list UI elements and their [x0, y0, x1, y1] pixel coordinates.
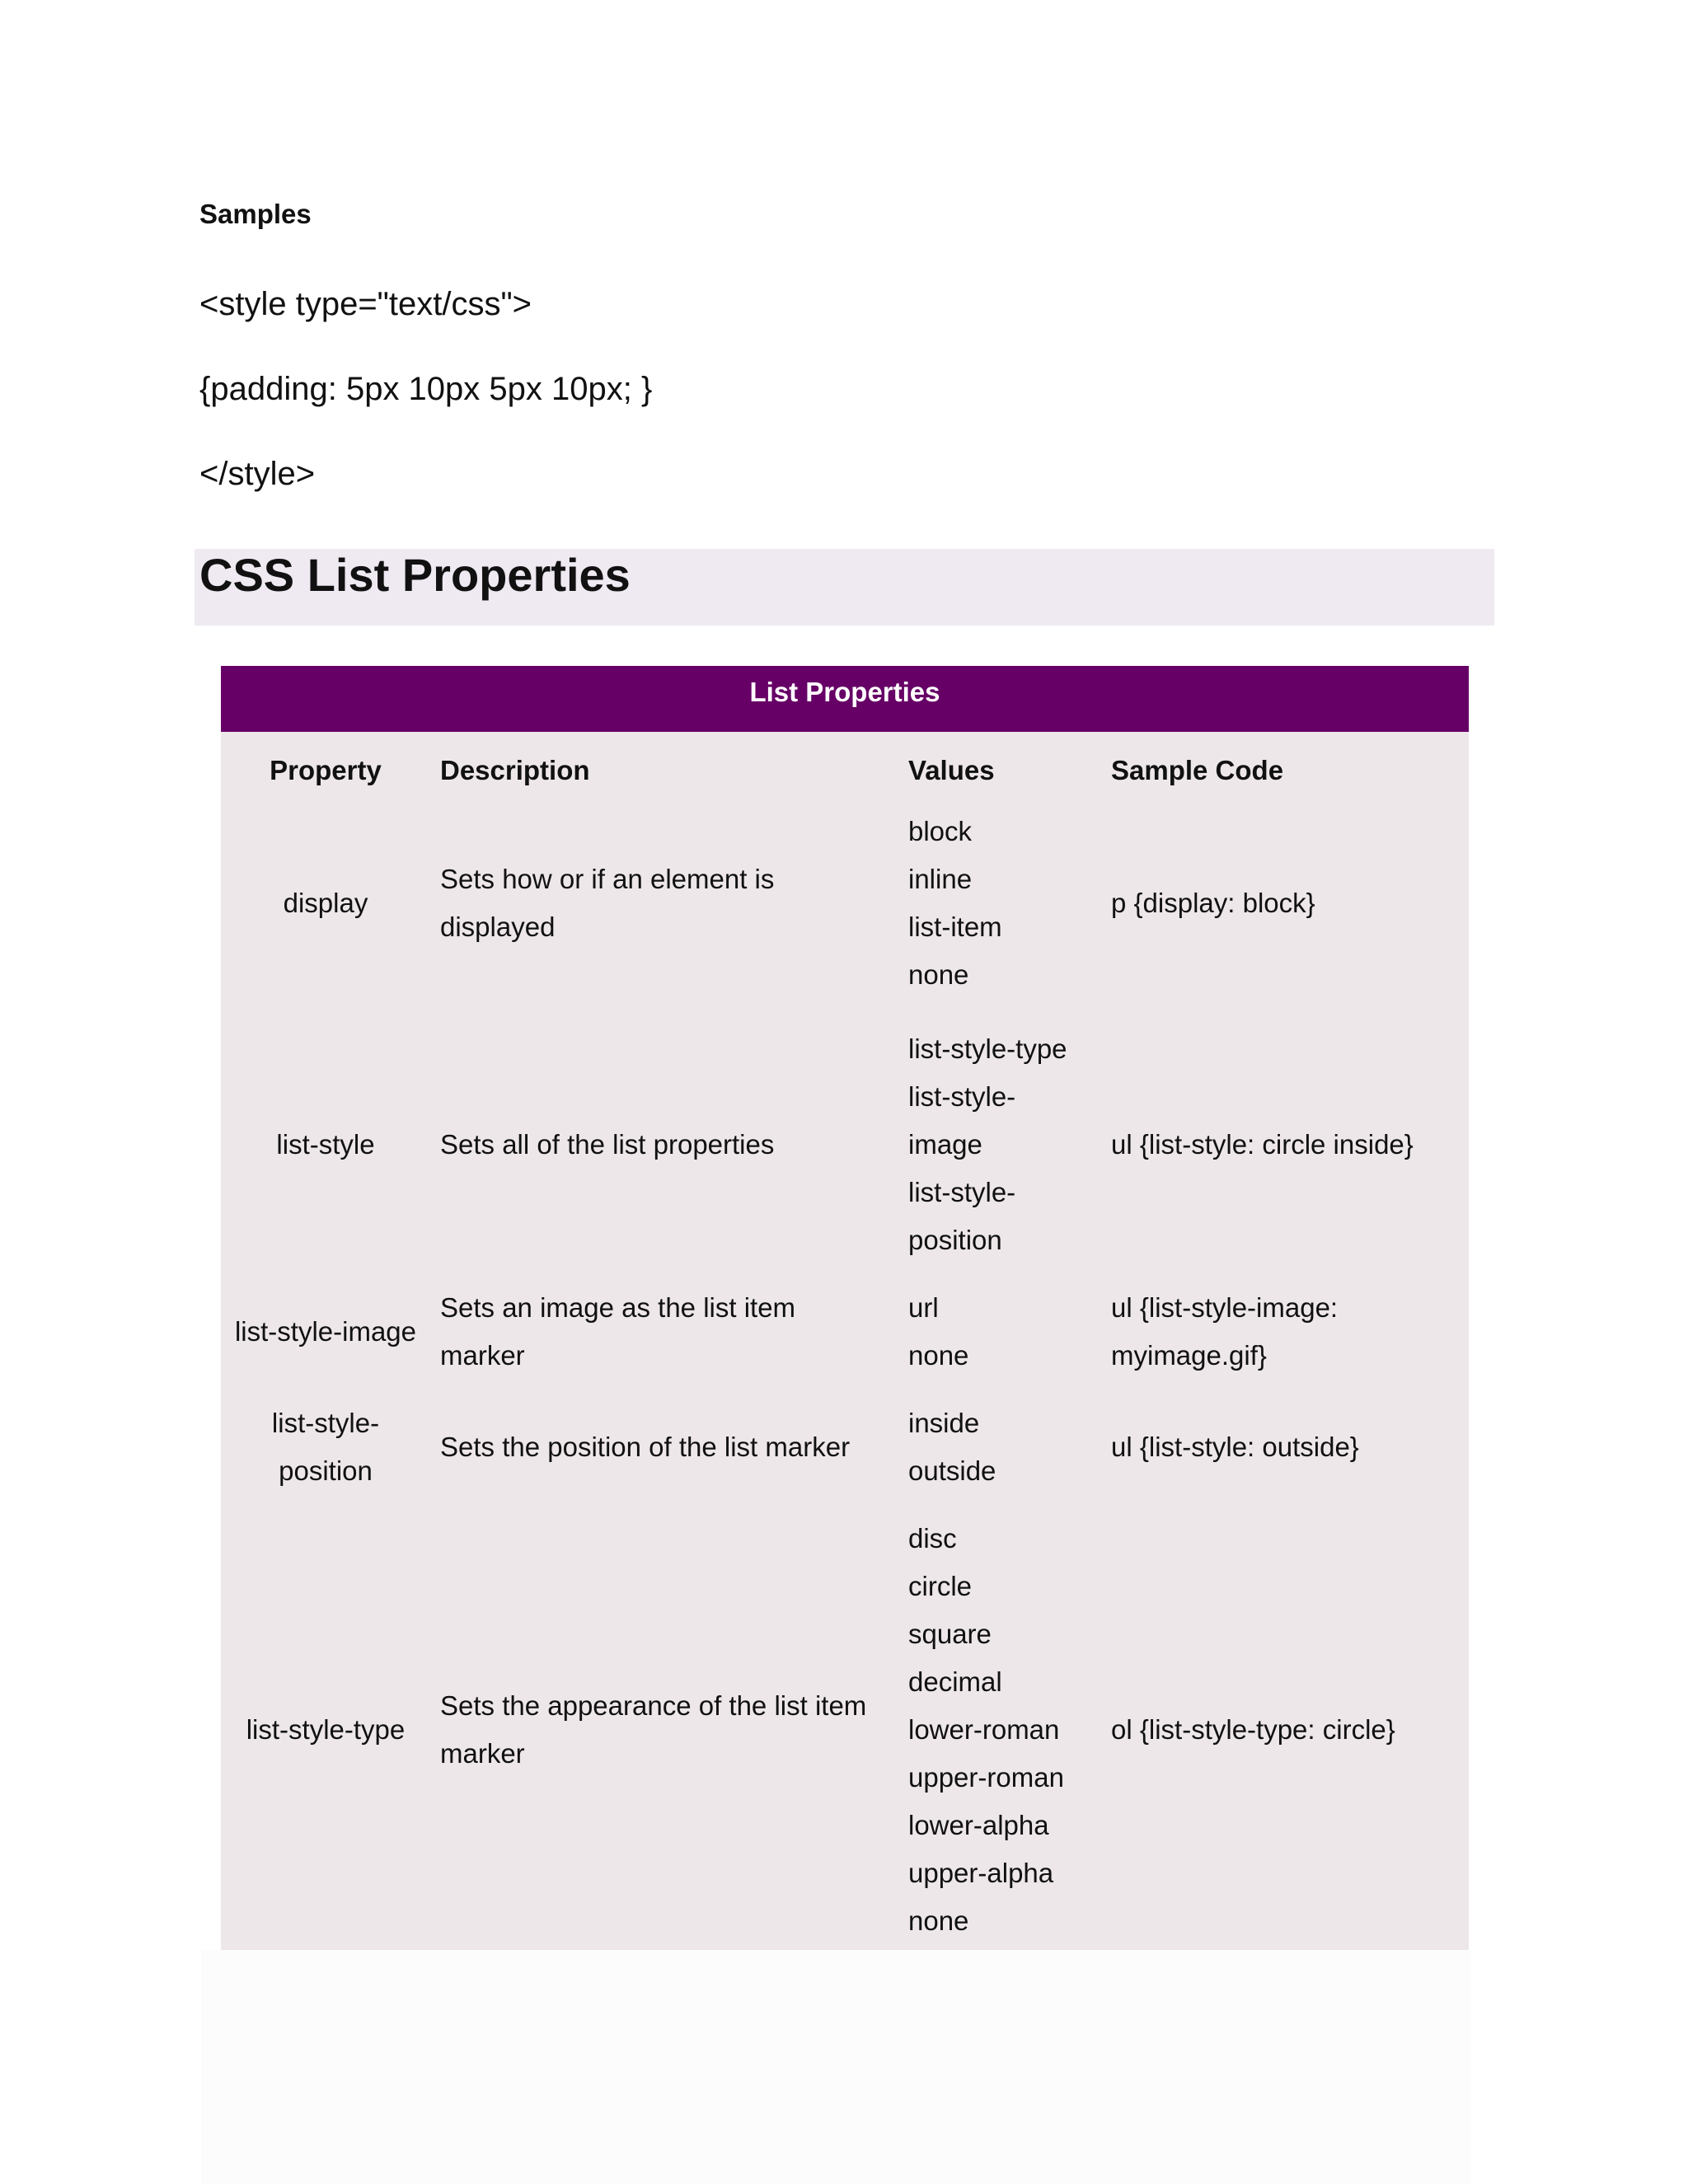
- cell-sample-code: ul {list-style: outside}: [1111, 1432, 1359, 1462]
- column-header-values: Values: [908, 755, 995, 785]
- value-item: list-item: [908, 912, 1002, 942]
- cell-sample-code: ul {list-style-image: myimage.gif}: [1111, 1292, 1339, 1371]
- table-row: [221, 1390, 1469, 1505]
- value-item: circle: [908, 1571, 973, 1601]
- table-row: [221, 808, 1469, 1015]
- value-item: upper-roman: [908, 1762, 1064, 1793]
- value-item: lower-roman: [908, 1714, 1060, 1745]
- cell-sample-code: ol {list-style-type: circle}: [1111, 1714, 1395, 1745]
- value-item: list-style-: [908, 1177, 1016, 1207]
- value-item: outside: [908, 1455, 996, 1486]
- value-item: list-style-: [908, 1081, 1016, 1112]
- table-row: [221, 1505, 1469, 1955]
- page-bottom-region: [201, 1950, 1470, 2184]
- value-item: disc: [908, 1523, 957, 1554]
- list-properties-table-container: [221, 666, 1469, 1955]
- value-item: decimal: [908, 1666, 1002, 1697]
- samples-heading: Samples: [199, 199, 312, 229]
- cell-sample-code: p {display: block}: [1111, 888, 1315, 918]
- value-item: url: [908, 1292, 939, 1323]
- value-item: upper-alpha: [908, 1858, 1054, 1888]
- column-header-property: Property: [270, 755, 382, 785]
- cell-property: display: [283, 888, 368, 918]
- cell-property: list-style-position: [271, 1408, 380, 1486]
- table-header-row: [221, 732, 1469, 808]
- code-line-style-close: </style>: [199, 456, 316, 492]
- cell-description: Sets the position of the list marker: [440, 1432, 851, 1462]
- value-item: square: [908, 1619, 992, 1649]
- table-row: [221, 1015, 1469, 1274]
- table-caption: List Properties: [221, 666, 1469, 732]
- cell-values: [900, 1274, 1103, 1390]
- cell-description: Sets how or if an element is displayed: [440, 864, 775, 942]
- value-item: image: [908, 1129, 982, 1160]
- cell-description: Sets the appearance of the list item marker: [440, 1690, 867, 1769]
- value-item: none: [908, 1340, 969, 1371]
- cell-description: Sets an image as the list item marker: [440, 1292, 796, 1371]
- cell-description: Sets all of the list properties: [440, 1129, 775, 1160]
- section-heading: CSS List Properties: [199, 549, 631, 601]
- value-item: none: [908, 959, 969, 990]
- column-header-sample-code: Sample Code: [1111, 755, 1284, 785]
- value-item: none: [908, 1905, 969, 1936]
- value-item: list-style-type: [908, 1033, 1067, 1064]
- value-item: inline: [908, 864, 973, 894]
- value-item: inside: [908, 1408, 980, 1438]
- cell-property: list-style: [276, 1129, 375, 1160]
- cell-sample-code: ul {list-style: circle inside}: [1111, 1129, 1414, 1160]
- table-row: [221, 1274, 1469, 1390]
- code-line-padding-rule: {padding: 5px 10px 5px 10px; }: [199, 371, 653, 407]
- cell-values: [900, 1015, 1103, 1274]
- cell-values: [900, 1505, 1103, 1955]
- list-properties-table: [221, 666, 1469, 1955]
- value-item: block: [908, 816, 973, 846]
- cell-property: list-style-type: [246, 1714, 406, 1745]
- value-item: position: [908, 1225, 1002, 1255]
- cell-values: [900, 808, 1103, 1015]
- column-header-description: Description: [440, 755, 590, 785]
- cell-property: list-style-image: [234, 1316, 417, 1347]
- value-item: lower-alpha: [908, 1810, 1049, 1840]
- code-line-style-open: <style type="text/css">: [199, 286, 532, 322]
- cell-values: [900, 1390, 1103, 1505]
